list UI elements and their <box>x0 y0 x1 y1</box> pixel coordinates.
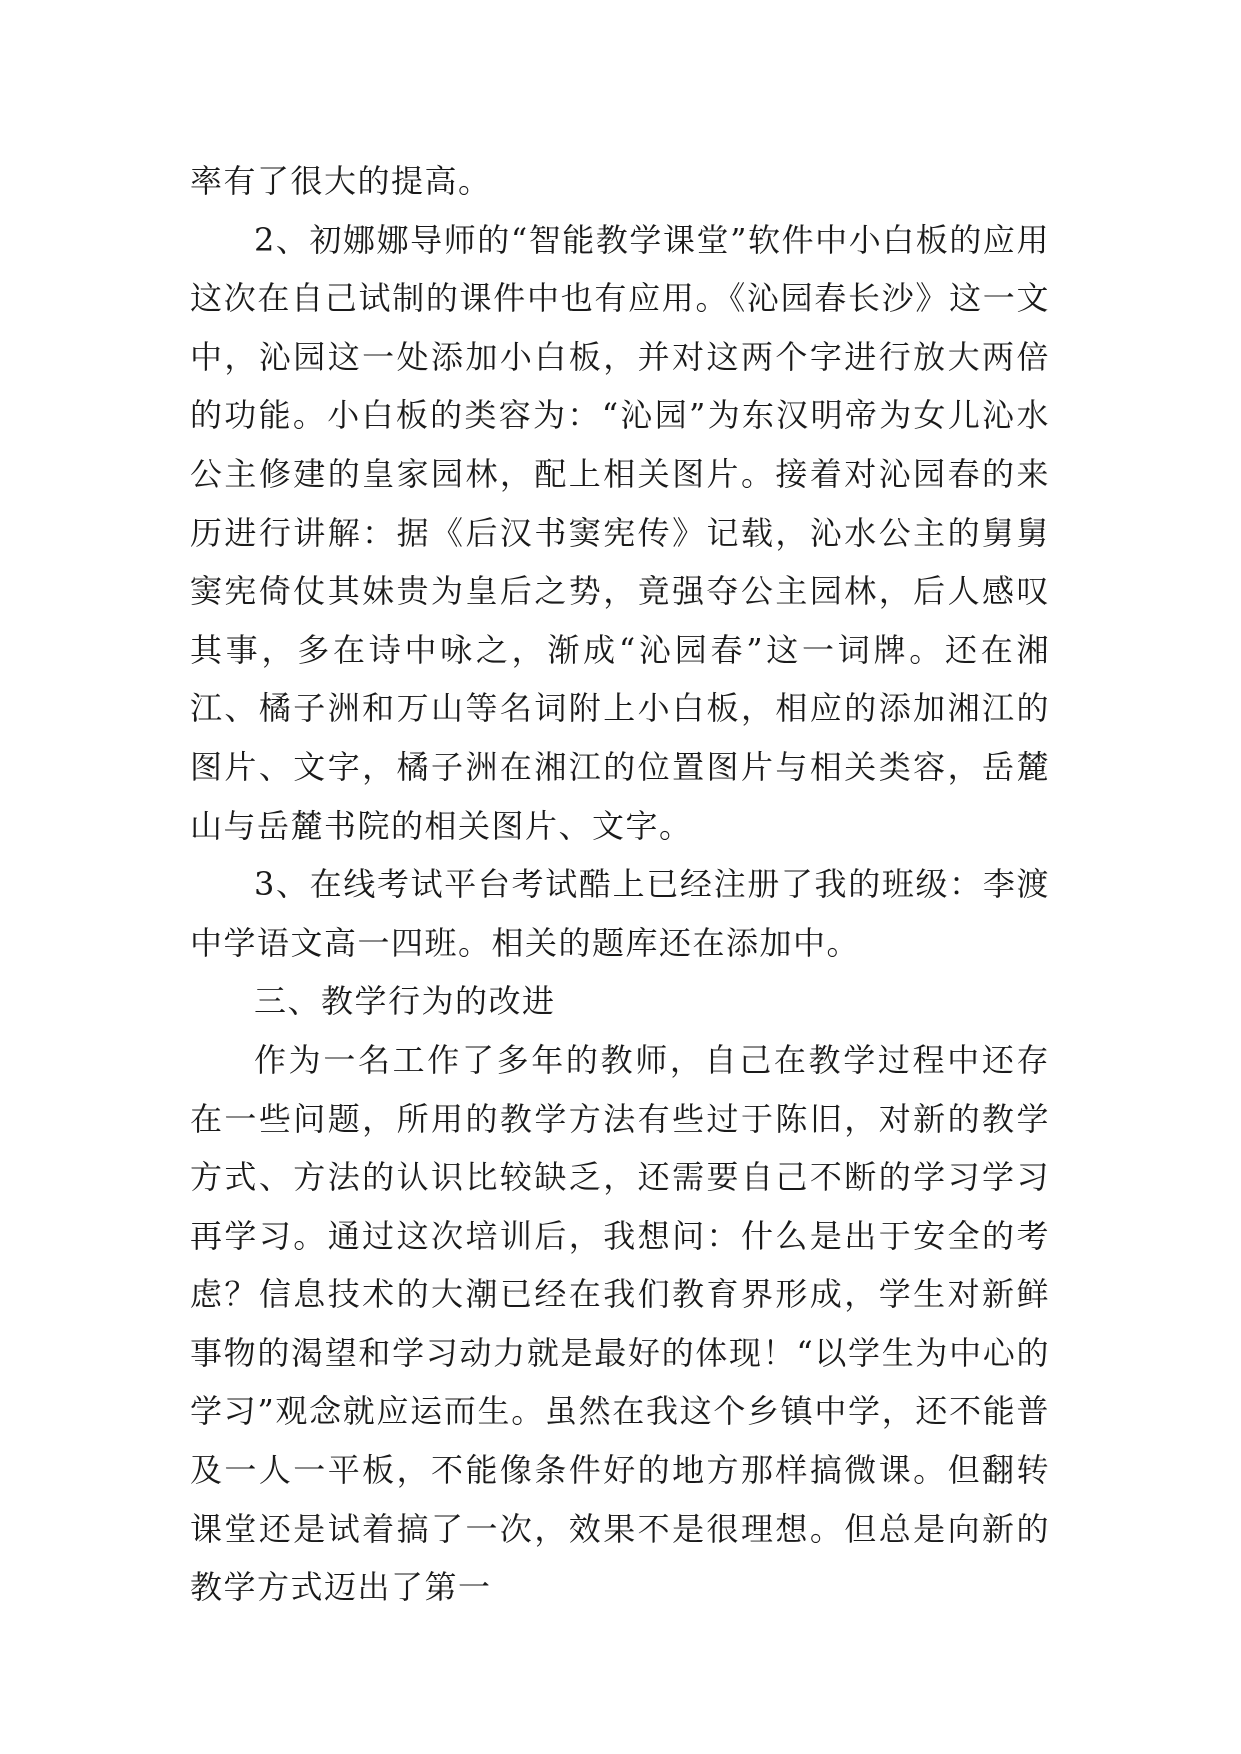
section-heading-teaching-improvement: 三、教学行为的改进 <box>254 982 556 1021</box>
paragraph-continuation: 率有了很大的提高。 <box>190 162 492 200</box>
paragraph-item-3-exam-platform: 3、在线考试平台考试酷上已经注册了我的班级：李渡中学语文高一四班。相关的题库还在添加中。 <box>190 865 1050 962</box>
document-body <box>190 152 1050 1617</box>
paragraph-teaching-reflection: 作为一名工作了多年的教师，自己在教学过程中还存在一些问题，所用的教学方法有些过于陈旧，对新的教学方式、方法的认识比较缺乏，还需要自己不断的学习学习再学习。通过这次培训后，我想问：什么是出于安全的考虑？信息技术的大潮已经在我们教育界形成，学生对新鲜事物的渴望和学习动力就是最好的体现！“以学生为中心的学习”观念就应运而生。虽然在我这个乡镇中学，还不能普及一人一平板，不能像条件好的地方那样搞微课。但翻转课堂还是试着搞了一次，效果不是很理想。但总是向新的教学方式迈出了第一 <box>190 1040 1050 1607</box>
paragraph-item-2-whiteboard: 2、初娜娜导师的“智能教学课堂”软件中小白板的应用这次在自己试制的课件中也有应用。《沁园春长沙》这一文中，沁园这一处添加小白板，并对这两个字进行放大两倍的功能。小白板的类容为：“沁园”为东汉明帝为女儿沁水公主修建的皇家园林，配上相关图片。接着对沁园春的来历进行讲解：据《后汉书窦宪传》记载，沁水公主的舅舅窦宪倚仗其妹贵为皇后之势，竟强夺公主园林，后人感叹其事，多在诗中咏之，渐成“沁园春”这一词牌。还在湘江、橘子洲和万山等名词附上小白板，相应的添加湘江的图片、文字，橘子洲在湘江的位置图片与相关类容，岳麓山与岳麓书院的相关图片、文字。 <box>190 220 1050 845</box>
